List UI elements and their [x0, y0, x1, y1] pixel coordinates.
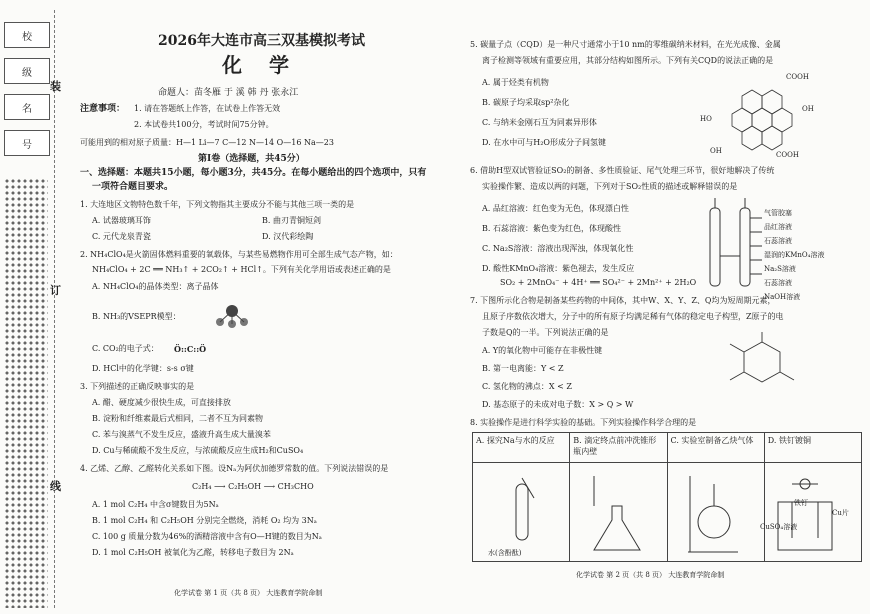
q8-label-water: 水(含酚酞): [488, 549, 522, 557]
footer-page-2: 化学试卷 第 2 页（共 8 页） 大连教育学院命制: [576, 571, 725, 579]
bind-word-zhuang: 装: [50, 80, 61, 93]
co2-electron-formula: Ö::C::Ö: [174, 344, 207, 354]
q5-option-c: C. 与纳米金刚石互为同素异形体: [482, 118, 597, 127]
part1-intro-1: 一、选择题：本题共15小题，每小题3分，共45分。在每小题给出的四个选项中，只有: [80, 168, 427, 178]
q3-option-d: D. Cu与稀硫酸不发生反应，与浓硫酸反应生成H₂和CuSO₄: [92, 446, 304, 455]
info-field-number: 号: [4, 130, 50, 156]
q2-option-d: D. HCl中的化学键：s-s σ键: [92, 364, 194, 373]
apparatus-label-1: 气管胶塞: [764, 209, 792, 217]
q8-cell-a: A. 探究Na与水的反应: [473, 433, 570, 463]
q2-stem-2: NH₄ClO₄ + 2C ══ NH₃↑ + 2CO₂↑ + HCl↑。下列有关化学用语或表述正确的是: [92, 265, 391, 274]
cqd-label-4: OH: [710, 147, 722, 155]
bind-word-ding: 订: [50, 284, 61, 297]
note-1: 1. 请在答题纸上作答，在试卷上作答无效: [134, 104, 281, 113]
cqd-label-3: HO: [700, 115, 712, 123]
q7-option-d: D. 基态原子的未成对电子数：X > Q > W: [482, 400, 634, 409]
cqd-structure-diagram: [712, 76, 812, 156]
acetylene-apparatus-icon: [678, 472, 748, 556]
q2-option-a: A. NH₄ClO₄的晶体类型：离子晶体: [92, 282, 219, 291]
apparatus-label-4: 湿润的KMnO₄溶液: [764, 251, 825, 259]
exam-subject: 化 学: [222, 53, 299, 77]
q8-stem: 8. 实验操作是进行科学实验的基础。下列实验操作科学合理的是: [470, 418, 697, 427]
test-tube-icon: [494, 478, 554, 552]
q4-option-c: C. 100 g 质量分数为46%的酒精溶液中含有O—H键的数目为Nₐ: [92, 532, 322, 541]
footer-page-1: 化学试卷 第 1 页（共 8 页） 大连教育学院命制: [174, 589, 323, 597]
q3-option-a: A. 醋、硬度减少很快生成，可直接排放: [92, 398, 231, 407]
q4-option-b: B. 1 mol C₂H₄ 和 C₂H₅OH 分别完全燃烧，消耗 O₂ 均为 3Nₐ: [92, 516, 317, 525]
q5-stem-2: 离子检测等领域有重要应用，其部分结构如图所示。下列有关CQD的说法正确的是: [482, 56, 774, 65]
cqd-label-2: OH: [802, 105, 814, 113]
q8-cell-c: C. 实验室制备乙炔气体: [667, 433, 764, 463]
info-field-school: 校: [4, 22, 50, 48]
q8-cell-d: D. 铁钉镀铜: [764, 433, 861, 463]
q8-cell-b: B. 滴定终点前冲洗锥形瓶内壁: [570, 433, 667, 463]
q8-label-cu: Cu片: [832, 509, 849, 517]
q6-option-d: D. 酸性KMnO₄溶液：紫色褪去，发生反应: [482, 264, 635, 273]
q6-option-c: C. Na₂S溶液：溶液出现浑浊，体现氧化性: [482, 244, 634, 253]
q8-label-solution: CuSO₄溶液: [760, 523, 798, 531]
q4-option-a: A. 1 mol C₂H₄ 中含σ键数目为5Nₐ: [92, 500, 219, 509]
q7-stem-2: 且原子序数依次增大，分子中的所有原子均满足稀有气体的稳定电子构型，Z原子的电: [482, 312, 784, 321]
q6-equation: SO₂ + 2MnO₄⁻ + 4H⁺ ══ SO₄²⁻ + 2Mn²⁺ + 2H₂O: [500, 278, 697, 287]
q7-stem-1: 7. 下图所示化合物是制备某些药物的中间体，其中W、X、Y、Z、Q均为短周期元素，: [470, 296, 776, 305]
part1-intro-2: 一项符合题目要求。: [92, 182, 174, 192]
apparatus-label-2: 品红溶液: [764, 223, 792, 231]
exam-title: 2026年大连市高三双基模拟考试: [158, 33, 365, 49]
dot-pattern: [4, 178, 48, 608]
q1-stem: 1. 大连地区文物特色数千年，下列文物指其主要成分不能与其他三项一类的是: [80, 200, 355, 209]
conical-flask-icon: [582, 476, 652, 556]
apparatus-label-7: NaOH溶液: [764, 293, 801, 301]
note-2: 2. 本试卷共100分，考试时间75分钟。: [134, 120, 274, 129]
q2-option-b: B. NH₃的VSEPR模型：: [92, 312, 181, 321]
q6-option-b: B. 石蕊溶液：紫色变为红色，体现酸性: [482, 224, 621, 233]
q1-option-a: A. 试器玻璃耳饰: [92, 216, 151, 225]
atomic-masses: 可能用到的相对原子质量：H—1 Li—7 C—12 N—14 O—16 Na—23: [80, 138, 334, 147]
bind-word-xian: 线: [50, 480, 61, 493]
binding-strip: [0, 0, 61, 614]
q6-stem-2: 实验操作繁、造成以两的问题，下列对于SO₂性质的描述或解释错误的是: [482, 182, 738, 191]
q7-structure-diagram: [722, 332, 802, 394]
q7-option-c: C. 氢化物的沸点：X < Z: [482, 382, 572, 391]
q3-option-c: C. 苯与溴蒸气不发生反应，盛液升高生成大量溴苯: [92, 430, 271, 439]
apparatus-label-3: 石蕊溶液: [764, 237, 792, 245]
q4-scheme: C₂H₄ ⟶ C₂H₅OH ⟶ CH₃CHO: [192, 482, 314, 491]
q1-option-c: C. 元代龙泉青瓷: [92, 232, 151, 241]
info-field-name: 名: [4, 94, 50, 120]
q1-option-b: B. 曲刃青铜短剑: [262, 216, 321, 225]
q8-label-nail: 铁钉: [794, 499, 808, 507]
nh3-vsepr-model-icon: [212, 302, 252, 328]
q5-option-a: A. 属于烃类有机物: [482, 78, 549, 87]
info-field-class: 级: [4, 58, 50, 84]
electroplating-cell-icon: [770, 474, 840, 554]
q7-option-a: A. Y的氧化物中可能存在非极性键: [482, 346, 603, 355]
exam-authors: 命题人：苗冬雁 于 溪 韩 丹 张永江: [158, 88, 299, 98]
cqd-label-5: COOH: [776, 151, 799, 159]
h-tube-apparatus-diagram: [696, 198, 766, 294]
apparatus-label-6: 石蕊溶液: [764, 279, 792, 287]
q7-option-b: B. 第一电离能：Y < Z: [482, 364, 564, 373]
part1-title: 第Ⅰ卷（选择题，共45分）: [198, 154, 305, 164]
cqd-label-1: COOH: [786, 73, 809, 81]
q5-option-b: B. 碳原子均采取sp²杂化: [482, 98, 570, 107]
q1-option-d: D. 汉代彩绘陶: [262, 232, 314, 241]
q5-option-d: D. 在水中可与H₂O形成分子间氢键: [482, 138, 606, 147]
q3-stem: 3. 下列描述的正确反映事实的是: [80, 382, 195, 391]
q5-stem-1: 5. 碳量子点（CQD）是一种尺寸通常小于10 nm的零维碳纳米材料，在光光成像、金属: [470, 40, 781, 49]
q6-option-a: A. 品红溶液：红色变为无色，体现漂白性: [482, 204, 629, 213]
q3-option-b: B. 淀粉和纤维素最后式相同，二者不互为同素物: [92, 414, 263, 423]
q7-stem-3: 子数是Q的一半。下列说法正确的是: [482, 328, 609, 337]
notes-label: 注意事项：: [80, 104, 126, 114]
apparatus-label-5: Na₂S溶液: [764, 265, 796, 273]
cut-line: [54, 10, 55, 608]
q4-option-d: D. 1 mol C₂H₅OH 被氧化为乙醛，转移电子数目为 2Nₐ: [92, 548, 294, 557]
q6-stem-1: 6. 借助H型双试管验证SO₂的制备、多性质验证、尾气处理三环节，很好地解决了传统: [470, 166, 775, 175]
q4-stem: 4. 乙烯、乙醇、乙醛转化关系如下图。设Nₐ为阿伏加德罗常数的值。下列说法错误的是: [80, 464, 389, 473]
q2-option-c: C. CO₂的电子式：: [92, 344, 159, 353]
q2-stem-1: 2. NH₄ClO₄是火箭固体燃料重要的氧载体，与某些易燃物作用可全部生成气态产物，如：: [80, 250, 398, 259]
